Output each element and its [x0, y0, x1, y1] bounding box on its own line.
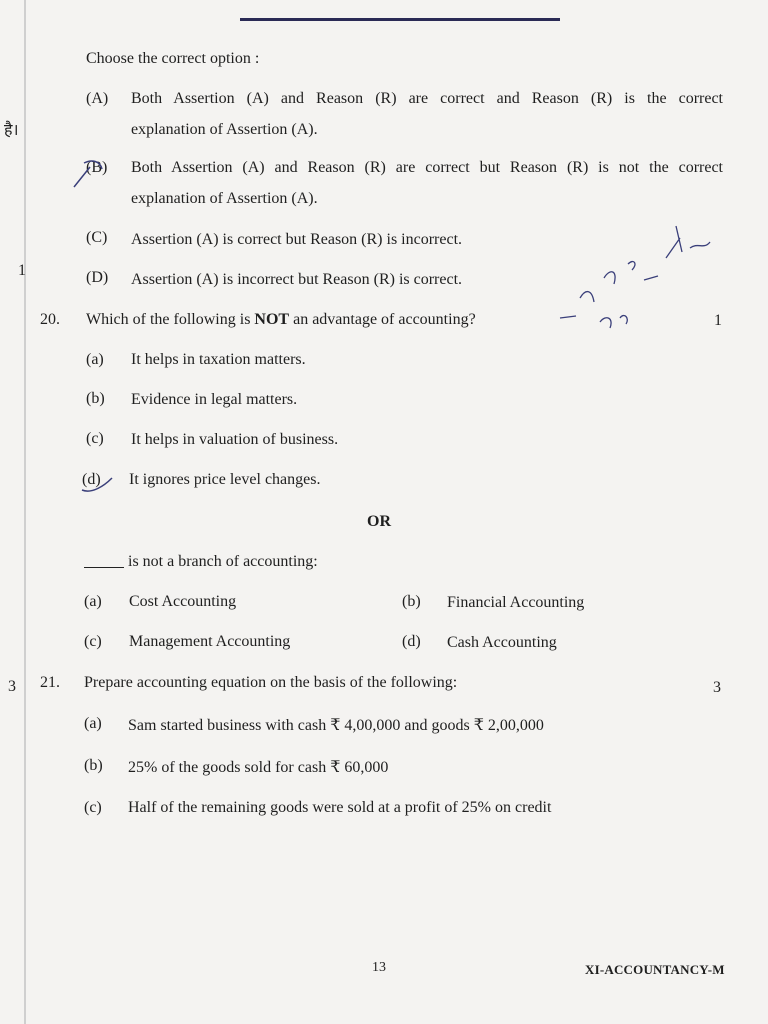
q19-option-b-text-cont: explanation of Assertion (A). — [131, 190, 318, 207]
page-number: 13 — [372, 960, 386, 975]
q20-option-a-text: It helps in taxation matters. — [131, 351, 306, 368]
answer-blank — [84, 567, 124, 568]
q20-alt-option-c-label: (c) — [84, 633, 102, 650]
margin-mark-1: 1 — [18, 262, 26, 279]
q21-item-b-text: 25% of the goods sold for cash ₹ 60,000 — [128, 759, 389, 776]
q20-option-c-text: It helps in valuation of business. — [131, 431, 339, 448]
q19-option-d-text: Assertion (A) is incorrect but Reason (R) is correct. — [131, 271, 463, 288]
margin-hindi-mark: है। — [4, 122, 19, 139]
q20-number: 20. — [40, 311, 60, 328]
q20-alt-option-d-label: (d) — [402, 633, 421, 650]
q21-item-a-label: (a) — [84, 715, 102, 732]
q20-marks: 1 — [714, 312, 722, 329]
q21-question: Prepare accounting equation on the basis of the following: — [84, 674, 458, 691]
handwritten-tick-mark — [70, 155, 120, 195]
q21-item-b-label: (b) — [84, 757, 103, 774]
or-separator: OR — [367, 513, 391, 530]
left-margin-rule — [24, 0, 26, 1024]
q21-number: 21. — [40, 674, 60, 691]
q21-item-a-text: Sam started business with cash ₹ 4,00,000 and goods ₹ 2,00,000 — [128, 717, 544, 734]
handwritten-answer-mark — [78, 468, 118, 498]
q20-option-b-label: (b) — [86, 390, 105, 407]
q20-alt-option-c-text: Management Accounting — [129, 633, 291, 650]
q19-option-b-label: (B) — [86, 159, 108, 176]
q20-alt-option-d-text: Cash Accounting — [447, 634, 557, 651]
q20-question: Which of the following is NOT an advantage of accounting? — [86, 311, 476, 328]
q19-option-c-text: Assertion (A) is correct but Reason (R) is incorrect. — [131, 231, 463, 248]
q20-alt-option-b-label: (b) — [402, 593, 421, 610]
q20-alt-option-a-label: (a) — [84, 593, 102, 610]
q20-option-b-text: Evidence in legal matters. — [131, 391, 298, 408]
q19-option-a-text-cont: explanation of Assertion (A). — [131, 121, 318, 138]
q20-alt-option-a-text: Cost Accounting — [129, 593, 237, 610]
paper-code: XI-ACCOUNTANCY-M — [585, 962, 725, 977]
handwritten-calculation-scribble — [540, 218, 730, 338]
q21-marks: 3 — [713, 679, 721, 696]
q19-instruction: Choose the correct option : — [86, 50, 260, 67]
q20-option-c-label: (c) — [86, 430, 104, 447]
q19-option-a-text: Both Assertion (A) and Reason (R) are correct and Reason (R) is the correct — [131, 90, 723, 107]
q19-option-c-label: (C) — [86, 229, 108, 246]
q20-option-a-label: (a) — [86, 351, 104, 368]
q20-option-d-label: (d) — [82, 471, 101, 488]
q19-option-a-label: (A) — [86, 90, 109, 107]
top-rule — [240, 18, 560, 21]
q21-item-c-text: Half of the remaining goods were sold at a profit of 25% on credit — [128, 799, 552, 816]
margin-mark-3: 3 — [8, 678, 16, 695]
q21-item-c-label: (c) — [84, 799, 102, 816]
q20-option-d-text: It ignores price level changes. — [129, 471, 321, 488]
q19-option-b-text: Both Assertion (A) and Reason (R) are correct but Reason (R) is not the correct — [131, 159, 723, 176]
q20-alt-question: is not a branch of accounting: — [84, 553, 318, 571]
q20-alt-option-b-text: Financial Accounting — [447, 594, 585, 611]
q19-option-d-label: (D) — [86, 269, 109, 286]
